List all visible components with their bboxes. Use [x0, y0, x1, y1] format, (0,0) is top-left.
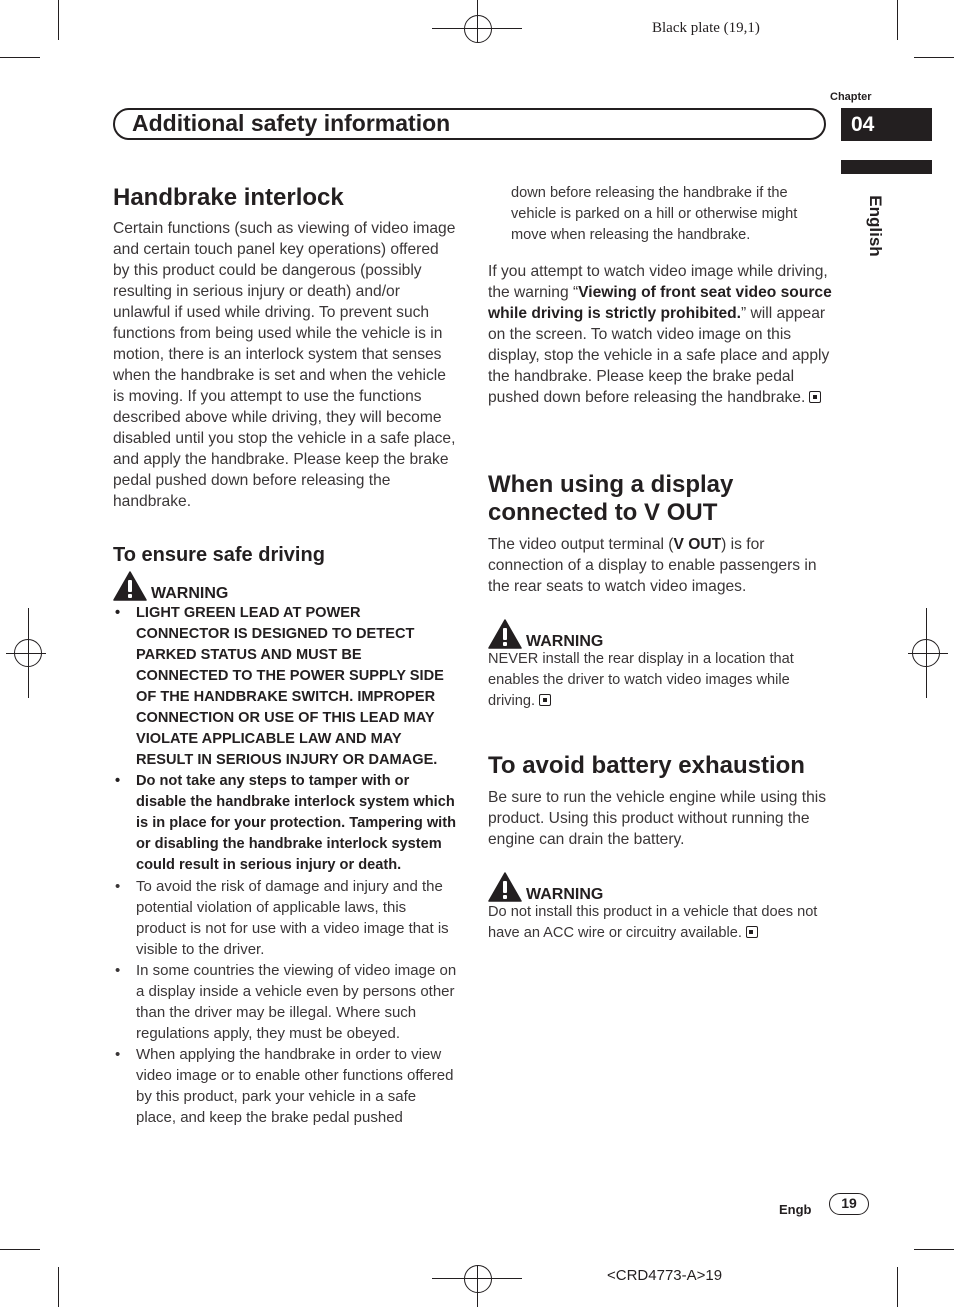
- end-mark-icon: [746, 926, 758, 938]
- battery-warning: [488, 868, 833, 902]
- crop-mark: [58, 1267, 59, 1307]
- v-out-warning: [488, 615, 833, 649]
- handbrake-title: Handbrake interlock: [113, 184, 344, 211]
- list-item: • Do not take any steps to tamper with or disable the handbrake interlock system which is in place for your protection. Tampering with or disabling the handbrake interlock system could result in serious injury or death.: [113, 771, 458, 876]
- registration-mark: [912, 639, 940, 667]
- language-tab: [841, 160, 932, 174]
- warning-icon: [488, 872, 522, 902]
- registration-mark: [14, 639, 42, 667]
- v-out-title: When using a display connected to V OUT: [488, 471, 734, 526]
- warning-label: WARNING: [526, 633, 604, 650]
- battery-body: Be sure to run the vehicle engine while using this product. Using this product without running the engine can drain the battery.: [488, 789, 827, 848]
- watch-video-text-end: ” will appear on the screen. To watch video image on this display, stop the vehicle in a safe place and apply the handbrake. Please keep the brake pedal pushed down before releasing the handbrake.: [488, 305, 830, 406]
- chapter-label: Chapter: [830, 91, 872, 103]
- safe-driving-list: [113, 603, 458, 1128]
- warning-label: WARNING: [151, 585, 229, 602]
- registration-mark: [464, 15, 492, 43]
- handbrake-body: Certain functions (such as viewing of video image and certain touch panel key operations) offered by this product could be dangerous (possibly resulting in serious injury or death) and/or unlawful if used while driving. To prevent such functions from being used while the vehicle is in motion, there is an interlock system that senses when the handbrake is set and when the vehicle is moving. If you attempt to use the functions described above while driving, they will become disabled until you stop the vehicle in a safe place, and apply the handbrake. Please keep the brake pedal pushed down before releasing the handbrake.: [113, 220, 456, 510]
- language-label: English: [866, 195, 885, 257]
- page-language-code: Engb: [779, 1202, 812, 1217]
- watch-video-text: [488, 261, 833, 408]
- end-mark-icon: [539, 694, 551, 706]
- section-header-title: Additional safety information: [132, 110, 451, 136]
- safe-driving-warning: [113, 567, 458, 601]
- crop-mark: [0, 1249, 40, 1250]
- list-item: • When applying the handbrake in order to view video image or to enable other functions offered by this product, park your vehicle in a safe place, and keep the brake pedal pushed: [113, 1044, 458, 1128]
- warning-icon: [488, 619, 522, 649]
- list-item: • In some countries the viewing of video image on a display inside a vehicle even by persons other than the driver may be illegal. Where such regulations apply, they must be obeyed.: [113, 960, 458, 1044]
- registration-mark: [464, 1265, 492, 1293]
- crop-mark: [897, 1267, 898, 1307]
- document-code: <CRD4773-A>19: [607, 1267, 723, 1284]
- v-out-warning-text: [488, 649, 833, 712]
- end-mark-icon: [809, 391, 821, 403]
- crop-mark: [897, 0, 898, 40]
- chapter-number: 04: [841, 108, 932, 141]
- v-out-warning-message: NEVER install the rear display in a location that enables the driver to watch video images while driving.: [488, 651, 794, 709]
- crop-mark: [914, 57, 954, 58]
- warning-label: WARNING: [526, 886, 604, 903]
- v-out-body: [488, 534, 833, 597]
- battery-title: To avoid battery exhaustion: [488, 752, 805, 779]
- v-out-body-end: ) is for connection of a display to enable passengers in the rear seats to watch video images.: [488, 536, 817, 595]
- list-item: • To avoid the risk of damage and injury and the potential violation of applicable laws, this product is not for use with a video image that is visible to the driver.: [113, 876, 458, 960]
- safe-driving-section: [113, 543, 458, 1128]
- battery-section: [488, 752, 833, 944]
- watch-video-paragraph: [488, 261, 833, 408]
- battery-warning-message: Do not install this product in a vehicle that does not have an ACC wire or circuitry available.: [488, 904, 818, 941]
- warning-icon: [113, 571, 147, 601]
- list-item: • LIGHT GREEN LEAD AT POWER CONNECTOR IS DESIGNED TO DETECT PARKED STATUS AND MUST BE CONNECTED TO THE POWER SUPPLY SIDE OF THE HANDBRAKE SWITCH. IMPROPER CONNECTION OR USE OF THIS LEAD MAY VIOLATE APPLICABLE LAW AND MAY RESULT IN SERIOUS INJURY OR DAMAGE.: [113, 603, 458, 771]
- crop-mark: [914, 1249, 954, 1250]
- crop-mark: [0, 57, 40, 58]
- bullet-continuation-text: down before releasing the handbrake if the vehicle is parked on a hill or otherwise might move when releasing the handbrake.: [511, 185, 798, 243]
- crop-mark: [58, 0, 59, 40]
- watch-video-warning-message: Viewing of front seat video source while driving is strictly prohibited.: [488, 284, 832, 322]
- bullet-continuation: [511, 183, 831, 246]
- v-out-body-start: The video output terminal (: [488, 536, 674, 553]
- watch-video-text-start: If you attempt to watch video image while driving, the warning “: [488, 263, 828, 301]
- v-out-section: [488, 471, 833, 712]
- v-out-terminal-name: V OUT: [673, 536, 722, 553]
- plate-label: Black plate (19,1): [652, 20, 760, 36]
- handbrake-section: [113, 184, 458, 512]
- safe-driving-title: To ensure safe driving: [113, 544, 325, 566]
- battery-warning-text: [488, 902, 833, 944]
- page-number: 19: [829, 1193, 869, 1215]
